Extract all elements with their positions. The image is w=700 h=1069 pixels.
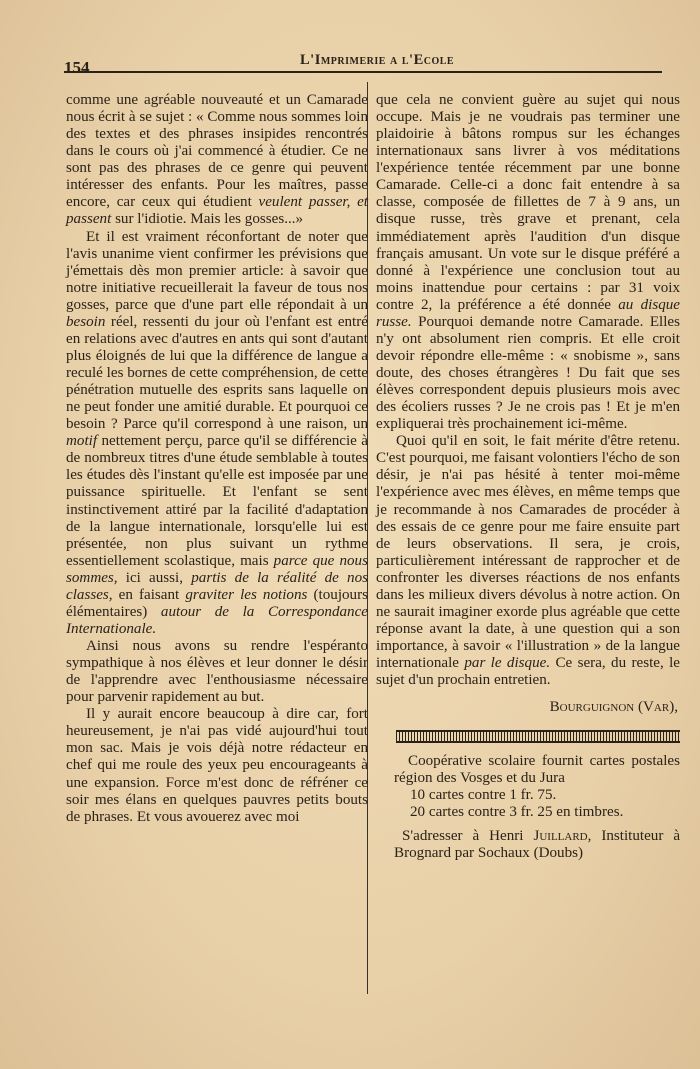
- page-number: 154: [64, 58, 90, 77]
- paragraph: [376, 433, 680, 689]
- notice-intro: Coopérative scolaire fournit cartes postales région des Vosges et du Jura: [394, 753, 680, 787]
- text: réel, ressenti du jour où l'enfant est entré en relations avec d'autres en ants qui sont d'autant plus éloignés de lui que la différence de langue a reculé les bornes de cette compréhension, de cette pénétration mutuelle des esprits sans laquelle on ne peut fonder une amitié durable. Et pourquoi ce besoin ? Parce qu'il correspond à une raison, un: [66, 313, 368, 433]
- emphasis: partis de la réalité de nos classes,: [66, 569, 369, 603]
- running-title: L'Imprimerie a l'Ecole: [300, 52, 455, 68]
- text: nettement perçu, parce qu'il se différencie à de nombreux titres d'une étude semblable à toutes les études dès l'instant qu'elle est imposée par une puissance spirituelle. Et l'enfant se sent instinctivement attiré par la facilité d'adaptation de la langue internationale, lorsqu'elle lui est présentée, non plus suivant un rythme essentiellement scolastique, mais: [66, 433, 368, 569]
- text: comme une agréable nouveauté et un Camarade nous écrit à se sujet : « Comme nous sommes loin des textes et des phrases insipides rencontrés dans le cours où j'ai commencé à étudier. Ce ne sont pas des phrases de ce genre qui peuvent intéresser des enfants. Pour les maîtres, passe encore, car ceux qui étudient: [66, 92, 368, 211]
- paragraph: Ainsi nous avons su rendre l'espéranto sympathique à nos élèves et leur donner le désir de l'apprendre avec l'enthousiasme nécessaire pour parvenir rapidement au but.: [66, 638, 368, 706]
- notice-rate: 10 cartes contre 1 fr. 75.: [410, 787, 557, 804]
- text: en faisant: [118, 586, 180, 603]
- emphasis: par le disque.: [464, 655, 551, 672]
- text: Ce sera, du reste, le sujet d'un prochain entretien.: [376, 655, 680, 689]
- text: , Instituteur à Brognard par Sochaux (Doubs): [394, 827, 681, 861]
- emphasis: parce que nous sommes,: [66, 552, 368, 586]
- emphasis: au disque russe.: [376, 296, 680, 330]
- left-column: [66, 92, 368, 826]
- ornamental-rule: [396, 730, 680, 743]
- header-rule: [64, 71, 662, 73]
- emphasis: veulent passer, et passent: [66, 194, 368, 228]
- name: Juillard: [533, 827, 588, 844]
- emphasis: autour de la Correspondance Internationale.: [66, 603, 368, 637]
- paragraph: [66, 229, 368, 639]
- text: que cela ne convient guère au sujet qui nous occupe. Mais je ne voudrais pas terminer une plaidoirie à bâtons rompus sur les échanges internationaux sans livrer à vos méditations l'expérience tentée récemment par une bonne Camarade. Celle-ci a donc fait entendre à sa classe, composée de fillettes de 7 à 9 ans, un disque russe, très grave et prenant, cela immédiatement après l'audition d'un disque français amusant. Un vote sur le disque préféré a donné à l'expérience une conclusion tout au moins inattendue pour certains : par 31 voix contre 2, la préférence a été donnée: [376, 92, 680, 313]
- text: Quoi qu'il en soit, le fait mérite d'être retenu. C'est pourquoi, me faisant volontiers l'écho de son désir, je n'ai pas hésité à tenter moi-même l'expérience avec mes élèves, en même temps que je recommande à nos Camarades de procéder à des essais de ce genre pour me faire ensuite part de leurs observations. Il sera, je crois, particulièrement intéressant de rapprocher et de confronter les diverses réactions de nos enfants dans les milieux divers dévolus à notre action. On ne saurait imaginer exorde plus agréable que cette réponse avant la date, à une question qui a son importance, à savoir « l'illustration » de la langue internationale: [376, 433, 680, 672]
- text: ici aussi,: [125, 569, 184, 586]
- text: Et il est vraiment réconfortant de noter que l'avis unanime vient confirmer les prévisions que j'émettais dès mon premier article: à savoir que notre initiative recueillerait la faveur de tous nos gosses, parce que d'une part elle répondait à un: [66, 228, 368, 313]
- paragraph: Il y aurait encore beaucoup à dire car, fort heureusement, je n'ai pas vidé aujourd'hui tout mon sac. Mais je vois déjà notre rédacteur en chef qui me roule des yeux peu encourageants à une expansion. Force m'est donc de réfréner ce soir mes élans en quelques pauvres petits bouts de phrases. Et vous avouerez avec moi: [66, 706, 368, 825]
- text: (toujours élémentaires): [66, 586, 369, 620]
- text: S'adresser à Henri: [402, 827, 524, 844]
- right-column: [376, 92, 680, 862]
- notice-address: [394, 828, 680, 862]
- text: Pourquoi demande notre Camarade. Elles n'y ont absolument rien compris. Et elle croit devoir répondre elle-même : « snobisme », sans doute, des choses étrangères ! Du fait que ses élèves correspondent depuis plusieurs mois avec des écoliers russes ? Je ne crois pas ! Et je m'en expliquerai très prochainement ici-même.: [376, 313, 680, 433]
- paragraph: [376, 92, 680, 433]
- paragraph: [66, 92, 368, 229]
- classified-notice: [394, 753, 680, 861]
- emphasis: graviter les notions: [185, 586, 308, 603]
- text: sur l'idiotie. Mais les gosses...»: [115, 211, 304, 228]
- author-signature: Bourguignon (Var),: [549, 699, 678, 716]
- notice-rate: 20 cartes contre 3 fr. 25 en timbres.: [410, 804, 624, 821]
- emphasis: motif: [66, 433, 98, 450]
- emphasis: besoin: [66, 313, 106, 330]
